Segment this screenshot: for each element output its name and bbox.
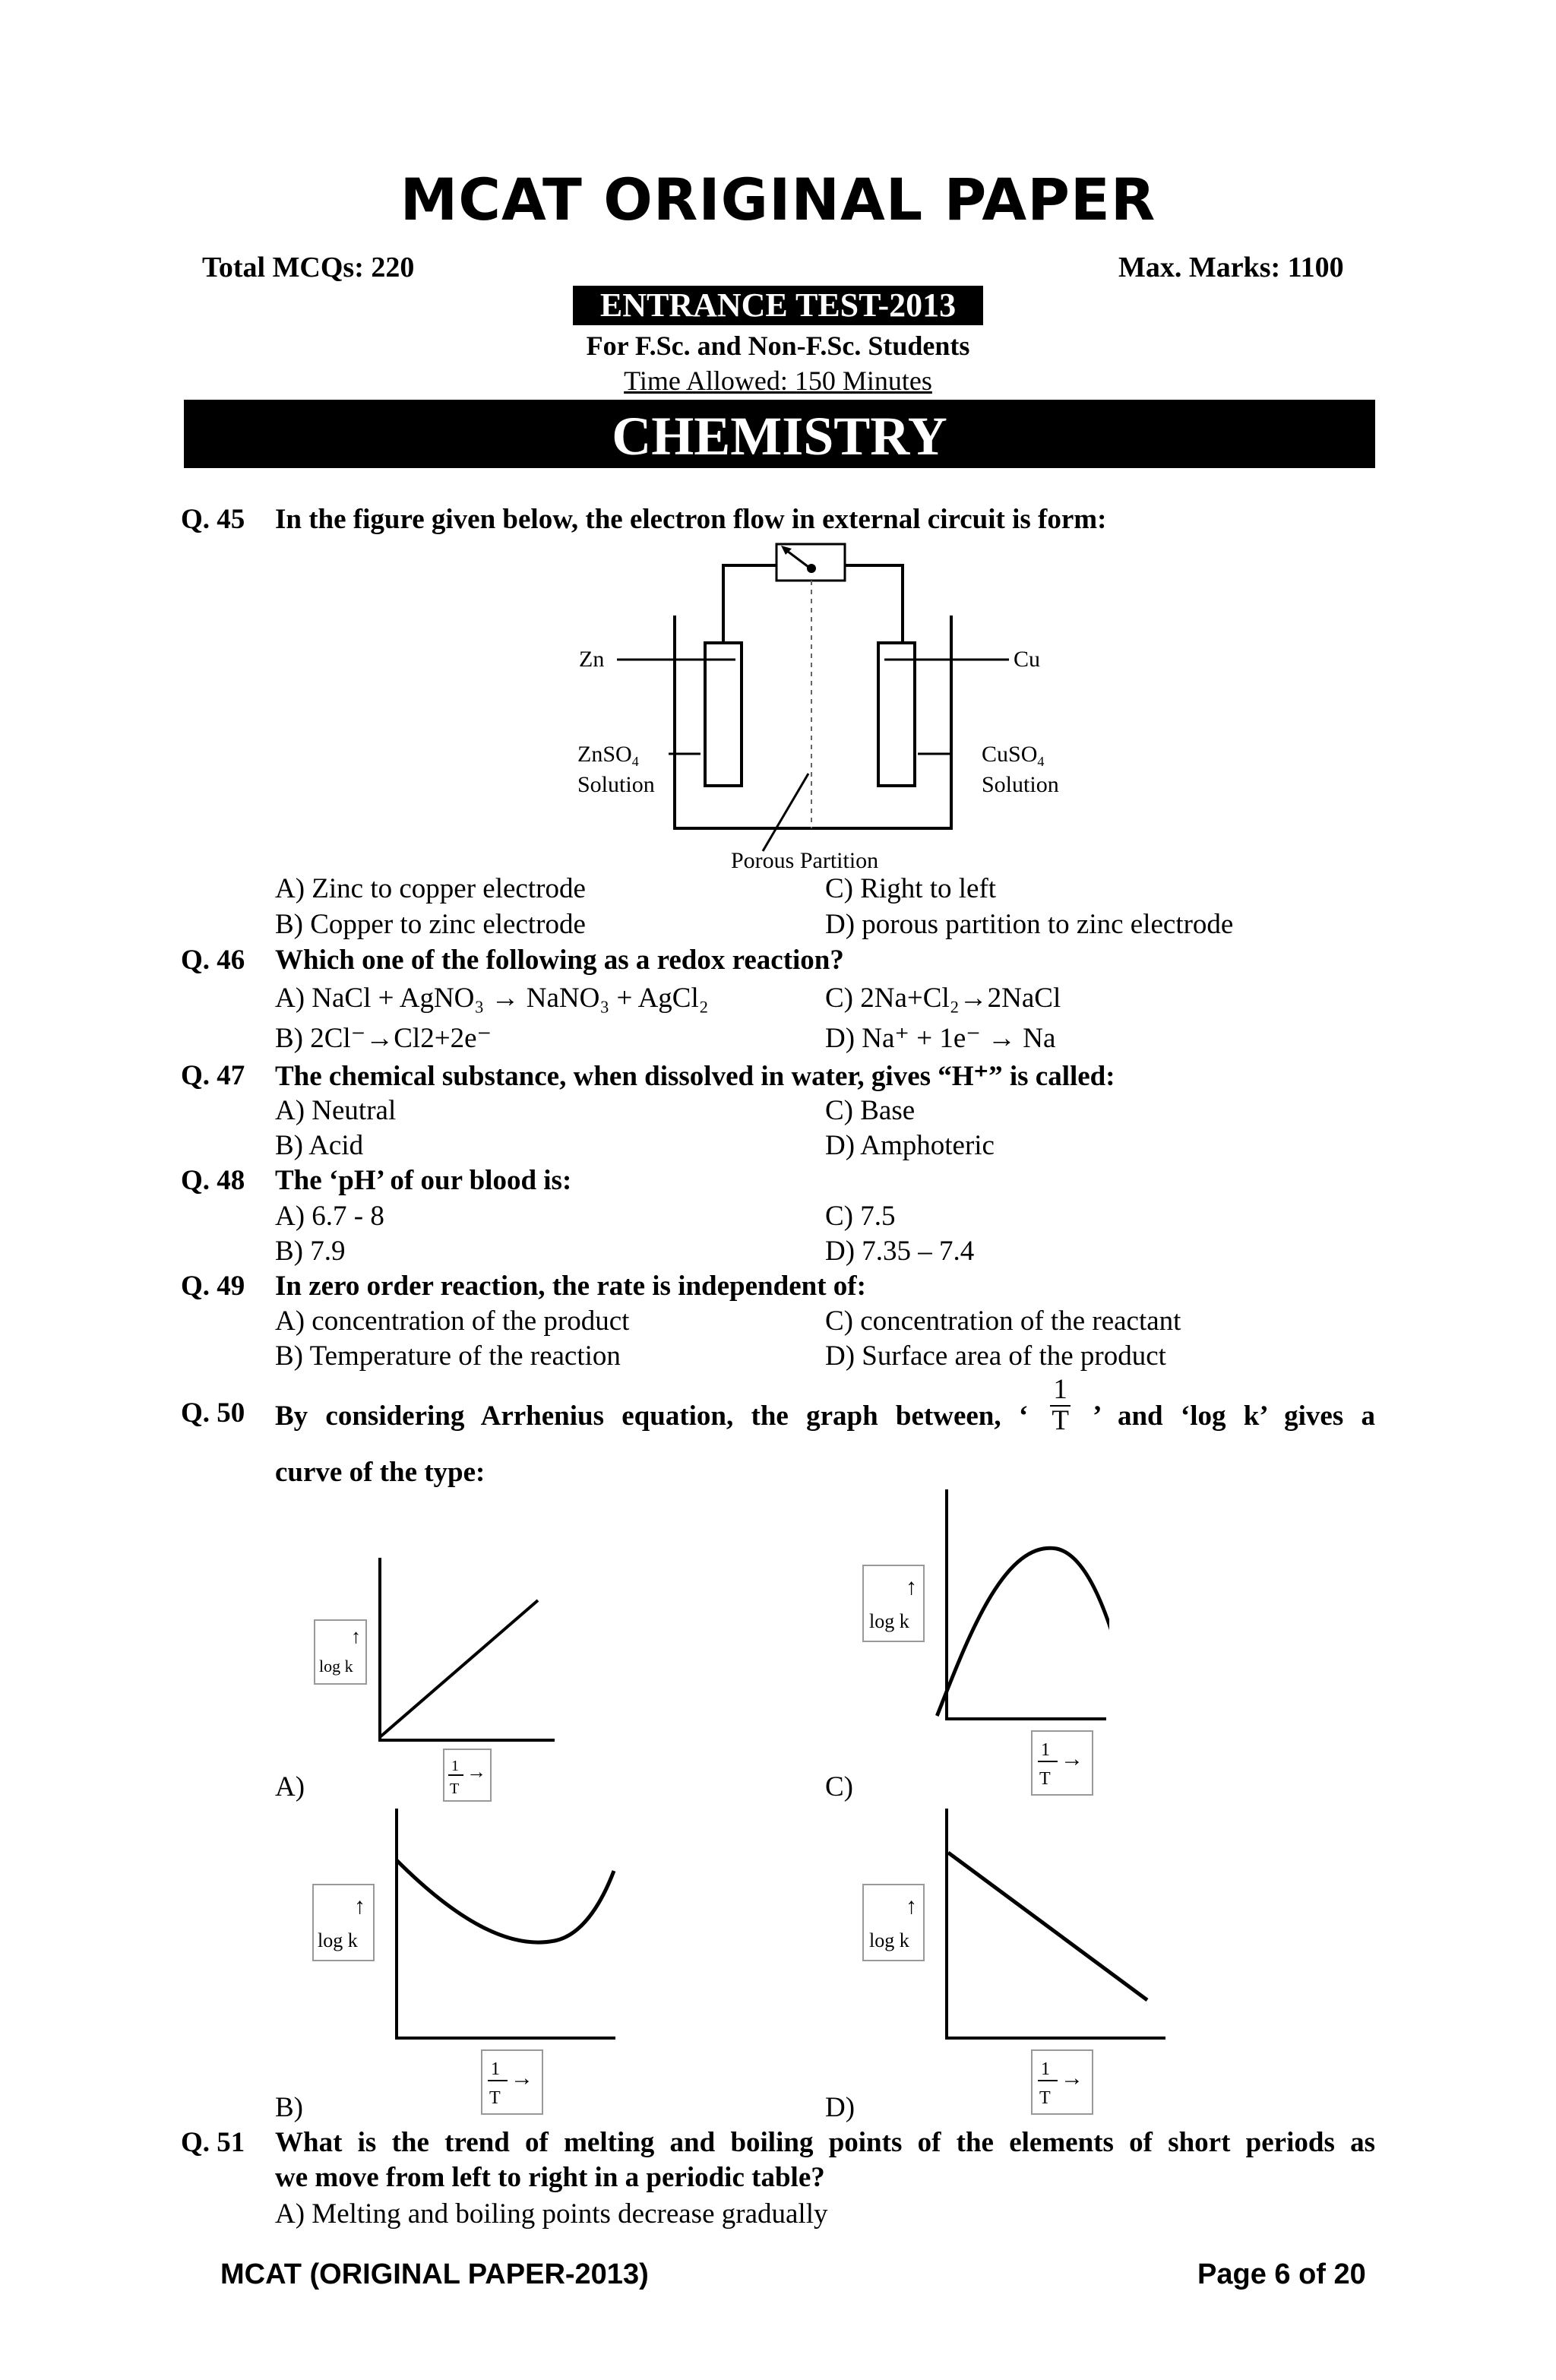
graph-a-curve: [380, 1600, 538, 1737]
option-c: C) concentration of the reactant: [825, 1306, 1181, 1337]
question-number: Q. 48: [181, 1165, 245, 1196]
porous-partition-label: Porous Partition: [731, 848, 879, 873]
fraction-t: T: [450, 1780, 460, 1797]
copper-electrode: [878, 643, 915, 786]
footer-title: MCAT (ORIGINAL PAPER-2013): [220, 2258, 649, 2290]
option-a: A) 6.7 - 8: [275, 1201, 384, 1232]
question-text: Which one of the following as a redox reaction?: [275, 945, 844, 976]
arrow-right-icon: →: [1061, 1746, 1083, 1771]
log-k-label: log k: [869, 1610, 909, 1632]
option-a: A) Melting and boiling points decrease gradually: [275, 2198, 828, 2230]
q50-text-part1: By considering Arrhenius equation, the graph between, ‘: [275, 1400, 1029, 1432]
fraction-one: 1: [491, 2059, 500, 2079]
option-a: A) Zinc to copper electrode: [275, 873, 586, 904]
option-d: D) Amphoteric: [825, 1130, 995, 1161]
page-number: Page 6 of 20: [1197, 2258, 1366, 2290]
q50-text-part2: ’ and ‘log k’ gives a: [1093, 1400, 1375, 1432]
option-c: C) 2Na+Cl₂→2NaCl: [825, 983, 1061, 1014]
cuso4-subscript: 4: [1037, 754, 1045, 769]
subject-banner: CHEMISTRY: [184, 400, 1375, 468]
question-text: In zero order reaction, the rate is independent of:: [275, 1271, 866, 1302]
option-b: B) 7.9: [275, 1236, 346, 1267]
log-k-label: log k: [869, 1929, 909, 1951]
znso4-label: [577, 742, 639, 769]
graph-d: [859, 1806, 1178, 2125]
graph-b-curve: [397, 1860, 614, 1942]
fraction-denominator: T: [1052, 1404, 1069, 1436]
option-a: A) concentration of the product: [275, 1306, 630, 1337]
arrow-right-icon: →: [511, 2065, 533, 2090]
cuso4-label: [982, 742, 1044, 769]
question-number: Q. 51: [181, 2127, 245, 2158]
entrance-test-banner: ENTRANCE TEST-2013: [573, 286, 983, 325]
zinc-electrode: [705, 643, 742, 786]
arrow-up-icon: ↑: [351, 1625, 361, 1647]
question-text: What is the trend of melting and boiling points of the elements of short periods as: [275, 2127, 1375, 2158]
option-d: D) Na⁺ + 1e⁻ → Na: [825, 1023, 1056, 1054]
question-text: [275, 1374, 1375, 1436]
question-number: Q. 46: [181, 945, 245, 976]
znso4-subscript: 4: [631, 754, 639, 769]
paper-title: MCAT ORIGINAL PAPER: [400, 166, 1156, 233]
max-marks: Max. Marks: 1100: [1118, 252, 1344, 283]
option-d: D) porous partition to zinc electrode: [825, 909, 1234, 940]
log-k-label: log k: [319, 1657, 353, 1676]
log-k-label: log k: [318, 1929, 358, 1951]
arrow-up-icon: ↑: [354, 1894, 365, 1919]
question-number: Q. 50: [181, 1397, 245, 1429]
question-text-line2: curve of the type:: [275, 1457, 485, 1488]
fraction-one: 1: [451, 1758, 459, 1774]
option-b: B) Acid: [275, 1130, 364, 1161]
arrow-up-icon: ↑: [906, 1894, 917, 1919]
option-b: B) Temperature of the reaction: [275, 1340, 621, 1372]
question-text: The chemical substance, when dissolved in water, gives “H⁺” is called:: [275, 1061, 1115, 1092]
graph-option-d: D): [825, 2092, 855, 2123]
option-a: A) Neutral: [275, 1095, 397, 1126]
zn-label: Zn: [579, 647, 605, 672]
fraction-numerator: 1: [1050, 1375, 1071, 1407]
arrow-right-icon: →: [1061, 2065, 1083, 2090]
cuso4-solution-label: Solution: [982, 772, 1059, 797]
option-d: D) Surface area of the product: [825, 1340, 1166, 1372]
option-b: B) 2Cl⁻→Cl2+2e⁻: [275, 1023, 492, 1054]
cu-label: Cu: [1014, 647, 1041, 672]
time-allowed-text: Time Allowed: 150 Minutes: [624, 366, 932, 396]
znso4-text: ZnSO: [577, 742, 632, 767]
for-students: For F.Sc. and Non-F.Sc. Students: [586, 331, 970, 361]
arrow-right-icon: →: [466, 1761, 486, 1783]
graph-b: [304, 1806, 623, 2125]
graph-c: [859, 1486, 1109, 1806]
graph-option-b: B): [275, 2092, 303, 2123]
option-d: D) 7.35 – 7.4: [825, 1236, 975, 1267]
option-c: C) 7.5: [825, 1201, 896, 1232]
graph-option-a: A): [275, 1771, 305, 1802]
fraction-one-over-t: [1050, 1375, 1071, 1436]
fraction-t: T: [489, 2088, 501, 2108]
option-c: C) Base: [825, 1095, 916, 1126]
question-text: The ‘pH’ of our blood is:: [275, 1165, 572, 1196]
total-mcqs: Total MCQs: 220: [202, 252, 415, 283]
question-number: Q. 45: [181, 504, 245, 535]
znso4-solution-label: Solution: [577, 772, 655, 797]
question-number: Q. 49: [181, 1271, 245, 1302]
graph-a: [304, 1550, 562, 1809]
galvanic-cell-diagram: [562, 532, 1109, 881]
option-b: B) Copper to zinc electrode: [275, 909, 586, 940]
option-c: C) Right to left: [825, 873, 997, 904]
time-allowed: [0, 365, 1556, 397]
fraction-t: T: [1039, 1769, 1051, 1789]
question-number: Q. 47: [181, 1060, 245, 1091]
fraction-one: 1: [1041, 2059, 1050, 2079]
option-a: A) NaCl + AgNO₃ → NaNO₃ + AgCl₂: [275, 983, 709, 1014]
cuso4-text: CuSO: [982, 742, 1038, 767]
fraction-one: 1: [1041, 1740, 1050, 1760]
graph-option-c: C): [825, 1771, 853, 1802]
question-text: In the figure given below, the electron flow in external circuit is form:: [275, 504, 1107, 535]
fraction-t: T: [1039, 2088, 1051, 2108]
arrow-up-icon: ↑: [906, 1575, 917, 1600]
question-text-line2: we move from left to right in a periodic table?: [275, 2162, 825, 2193]
graph-d-curve: [948, 1853, 1147, 2000]
graph-c-curve: [937, 1548, 1109, 1716]
